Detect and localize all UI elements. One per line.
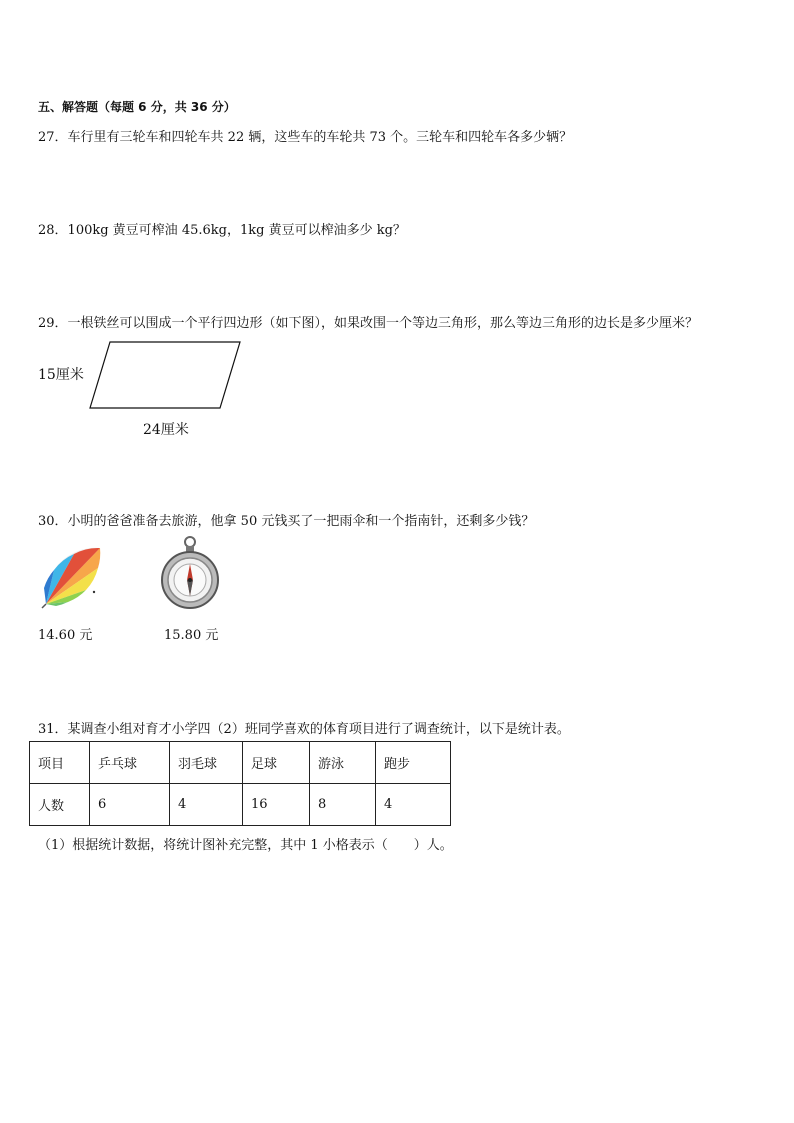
question-31-part-1: （1）根据统计数据，将统计图补充完整，其中 1 小格表示（ ）人。 <box>38 838 453 853</box>
question-29: 29．一根铁丝可以围成一个平行四边形（如下图），如果改围一个等边三角形，那么等边三角形的边长是多少厘米？ <box>38 316 699 331</box>
table-cell: 16 <box>243 784 310 826</box>
table-cell: 4 <box>376 784 451 826</box>
table-row <box>30 784 451 826</box>
parallelogram-shape <box>90 342 240 408</box>
table-cell: 乒乓球 <box>90 742 170 784</box>
table-header-row <box>30 742 451 784</box>
compass-price: 15.80 元 <box>164 628 219 643</box>
question-30: 30．小明的爸爸准备去旅游，他拿 50 元钱买了一把雨伞和一个指南针，还剩多少钱？ <box>38 514 535 529</box>
table-cell: 4 <box>170 784 243 826</box>
table-cell: 项目 <box>30 742 90 784</box>
table-cell: 8 <box>310 784 376 826</box>
umbrella-price: 14.60 元 <box>38 628 93 643</box>
table-cell: 羽毛球 <box>170 742 243 784</box>
question-28: 28．100kg 黄豆可榨油 45.6kg，1kg 黄豆可以榨油多少 kg？ <box>38 223 406 238</box>
sports-stats-table <box>29 741 451 826</box>
table-cell: 6 <box>90 784 170 826</box>
table-cell: 足球 <box>243 742 310 784</box>
table-cell: 跑步 <box>376 742 451 784</box>
question-27: 27．车行里有三轮车和四轮车共 22 辆，这些车的车轮共 73 个。三轮车和四轮车各多少辆？ <box>38 130 573 145</box>
table-cell: 人数 <box>30 784 90 826</box>
compass-icon <box>158 536 222 612</box>
table-cell: 游泳 <box>310 742 376 784</box>
umbrella-icon <box>38 540 108 610</box>
section-title: 五、解答题（每题 6 分，共 36 分） <box>38 100 236 114</box>
side-length-label: 15厘米 <box>38 367 84 383</box>
parallelogram-figure <box>80 336 250 416</box>
base-length-label: 24厘米 <box>143 422 189 438</box>
question-31: 31．某调查小组对育才小学四（2）班同学喜欢的体育项目进行了调查统计，以下是统计表。 <box>38 722 570 737</box>
